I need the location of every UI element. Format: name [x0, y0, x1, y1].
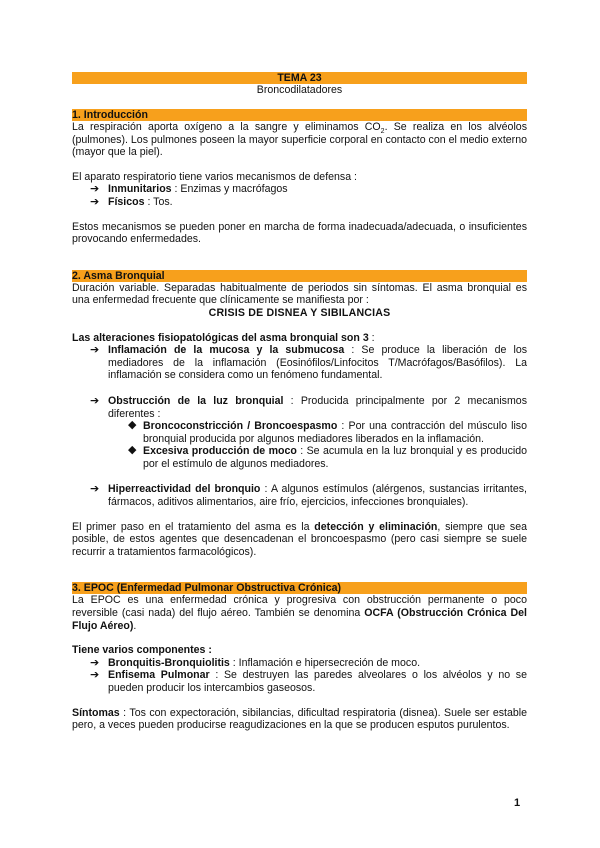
- section-1-paragraph-3: Estos mecanismos se pueden poner en marcha de forma inadecuada/adecuada, o insuficientes provocando enfermedades.: [72, 220, 527, 246]
- arrow-icon: ➔: [90, 183, 100, 196]
- list-item: ◆ Excesiva producción de moco : Se acumula en la luz bronquial y es producido por el estímulo de algunos mediadores.: [128, 444, 527, 470]
- list-item: ➔ Inmunitarios : Enzimas y macrófagos: [90, 183, 288, 196]
- arrow-icon: ➔: [90, 344, 100, 357]
- list-item: ➔ Inflamación de la mucosa y la submucosa : Se produce la liberación de los mediadores de la inflamación (Eosinófilos/Linfocitos T/Macrófagos/Basófilos). La inflamación se considera como un fenómeno fundamental.: [90, 344, 528, 382]
- crisis-heading: CRISIS DE DISNEA Y SIBILANCIAS: [208, 306, 391, 319]
- diamond-bullet-icon: ◆: [128, 444, 137, 457]
- document-page: [72, 72, 527, 732]
- symptoms-paragraph: Síntomas : Tos con expectoración, sibilancias, dificultad respiratoria (disnea). Suele ser estable pero, a veces pueden producirse reagudizaciones en la que se producen esputos purulentos.: [72, 706, 527, 732]
- components-heading: Tiene varios componentes :: [72, 644, 212, 657]
- list-item: ➔ Obstrucción de la luz bronquial : Producida principalmente por 2 mecanismos diferentes : ◆ Broncoconstricción / Broncoespasmo : Por una contracción del músculo liso bronquial producida por algunos mediadores liberados en la inflamación. ◆ Excesiva producción de moco : Se acumula en la luz bronquial y es producido por el estímulo de algunos mediadores.: [90, 394, 527, 470]
- section-1-paragraph-1: La respiración aporta oxígeno a la sangre y eliminamos $CO_2$. Se realiza en los alvéolos (pulmones). Los pulmones poseen la mayor superficie corporal en contacto con el medio externo (mayor que la piel).: [72, 121, 527, 159]
- arrow-icon: ➔: [90, 195, 100, 208]
- section-1-paragraph-2: El aparato respiratorio tiene varios mecanismos de defensa :: [72, 170, 358, 183]
- page-number: 1: [514, 797, 521, 809]
- section-2-paragraph-1: Duración variable. Separadas habitualmente de periodos sin síntomas. El asma bronquial es una enfermedad frecuente que clínicamente se manifiesta por :: [72, 281, 527, 307]
- list-item: ◆ Broncoconstricción / Broncoespasmo : Por una contracción del músculo liso bronquial producida por algunos mediadores liberados en la inflamación.: [128, 419, 527, 445]
- section-2-heading: 2. Asma Bronquial: [72, 270, 527, 282]
- topic-title: TEMA 23: [72, 72, 527, 84]
- list-item: ➔ Hiperreactividad del bronquio : A algunos estímulos (alérgenos, sustancias irritantes, fármacos, aditivos alimentarios, aire frío, ejercicios, infecciones bronquiales).: [90, 483, 527, 509]
- alterations-heading: Las alteraciones fisiopatológicas del asma bronquial son 3 :: [72, 331, 375, 344]
- list-item: ➔ Físicos : Tos.: [90, 195, 173, 208]
- arrow-icon: ➔: [90, 394, 100, 407]
- section-2-paragraph-final: El primer paso en el tratamiento del asma es la detección y eliminación, siempre que sea posible, de estos agentes que desencadenan el broncoespasmo (pero casi siempre se suele recurrir a tratamientos farmacológicos).: [72, 520, 527, 558]
- arrow-icon: ➔: [90, 483, 100, 496]
- list-item: ➔ Enfisema Pulmonar : Se destruyen las paredes alveolares o los alvéolos y no se pueden producir los intercambios gaseosos.: [90, 669, 527, 694]
- section-3-paragraph-1: La EPOC es una enfermedad crónica y progresiva con obstrucción permanente o poco reversible (casi nada) del flujo aéreo. También se denomina OCFA (Obstrucción Crónica Del Flujo Aéreo).: [72, 594, 527, 632]
- list-item: ➔ Bronquitis-Bronquiolitis : Inflamación e hipersecreción de moco.: [90, 656, 421, 669]
- section-3-heading: 3. EPOC (Enfermedad Pulmonar Obstructiva Crónica): [72, 582, 527, 594]
- arrow-icon: ➔: [90, 669, 100, 682]
- section-1-heading: 1. Introducción: [72, 109, 527, 121]
- topic-subtitle: Broncodilatadores: [256, 84, 343, 96]
- components-list: [72, 657, 527, 695]
- mechanism-list: [108, 420, 527, 470]
- arrow-icon: ➔: [90, 656, 100, 669]
- alterations-list: [72, 344, 527, 509]
- diamond-bullet-icon: ◆: [128, 419, 137, 432]
- defense-list: [72, 183, 527, 208]
